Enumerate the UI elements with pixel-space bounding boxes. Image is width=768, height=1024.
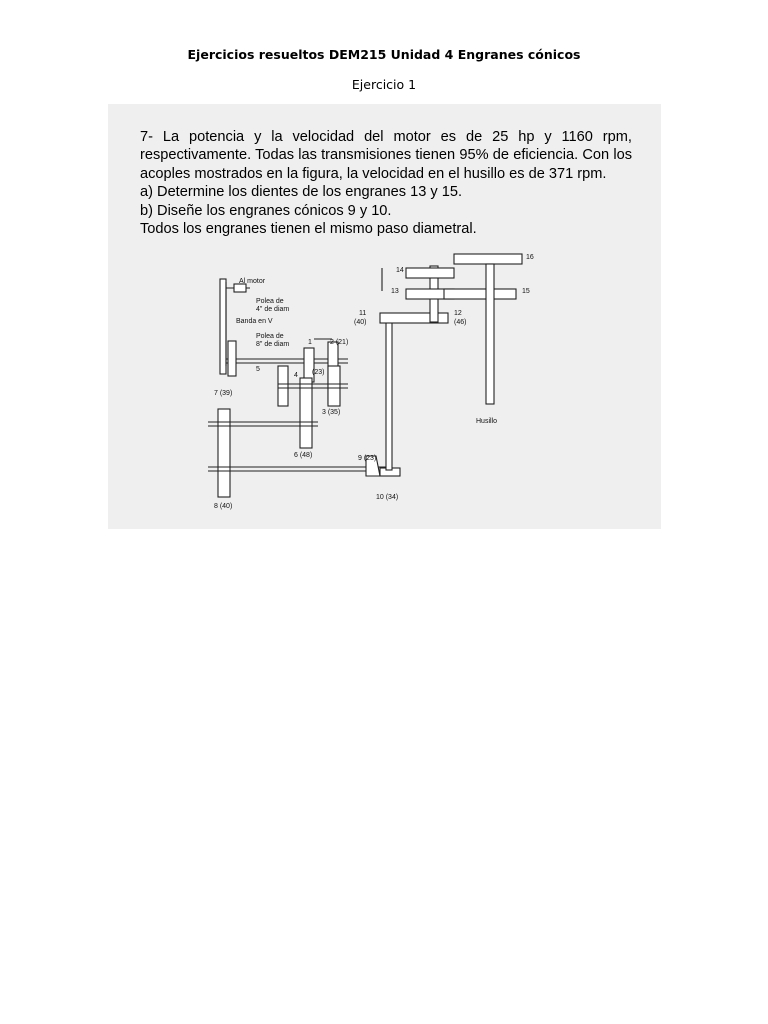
label-gear-9: 9 (23) [358,455,377,462]
label-gear-5: 5 [256,366,260,373]
label-gear-8: 8 (40) [214,503,233,510]
label-gear-1: 1 [308,339,312,346]
label-gear-12-teeth: (46) [454,319,467,326]
label-gear-12: 12 [454,310,462,317]
gear-5 [278,366,288,406]
problem-item-b: b) Diseñe los engranes cónicos 9 y 10. [140,202,392,219]
label-gear-13: 13 [391,288,399,295]
label-gear-4: 4 [294,372,298,379]
gear-train-diagram [108,104,661,529]
label-gear-7: 7 (39) [214,390,233,397]
label-polea4-b: 4" de diam [256,306,290,313]
label-gear-3: 3 (35) [322,409,341,416]
label-gear-4-teeth: (23) [312,369,325,376]
exercise-subtitle: Ejercicio 1 [351,77,417,92]
gear-3 [328,366,340,406]
problem-line-6: Todos los engranes tienen el mismo paso diametral. [140,221,477,238]
label-polea8-a: Polea de [256,333,284,340]
label-polea4-a: Polea de [256,298,284,305]
label-gear-2: 2 (21) [330,339,349,346]
label-gear-10: 10 (34) [376,494,399,501]
spindle-husillo [486,264,494,404]
label-gear-16: 16 [526,254,534,261]
motor-pulley-body [220,279,226,374]
label-gear-14: 14 [396,267,404,274]
document-title: Ejercicios resueltos DEM215 Unidad 4 Engranes cónicos [187,47,581,62]
label-gear-11: 11 [359,310,367,317]
gear-14 [406,268,454,278]
label-al-motor: Al motor [239,278,266,285]
problem-line-3: acoples mostrados en la figura, la velocidad en el husillo es de 371 rpm. [140,165,607,182]
label-gear-6: 6 (48) [294,452,313,459]
gear-16 [454,254,522,264]
label-gear-15: 15 [522,288,530,295]
label-gear-11-teeth: (40) [354,319,367,326]
gear-15 [444,289,516,299]
vertical-shaft [386,320,392,470]
pulley-8in [228,341,236,376]
pulley-4in [234,284,246,292]
label-polea8-b: 8" de diam [256,341,290,348]
gear-1 [304,348,314,382]
label-husillo: Husillo [476,418,498,425]
problem-item-a: a) Determine los dientes de los engranes 13 y 15. [140,184,463,201]
problem-line-2: respectivamente. Todas las transmisiones tienen 95% de eficiencia. Con los [140,147,632,164]
problem-line-1: 7- La potencia y la velocidad del motor es de 25 hp y 1160 rpm, [140,129,632,145]
label-banda: Banda en V [236,318,273,325]
